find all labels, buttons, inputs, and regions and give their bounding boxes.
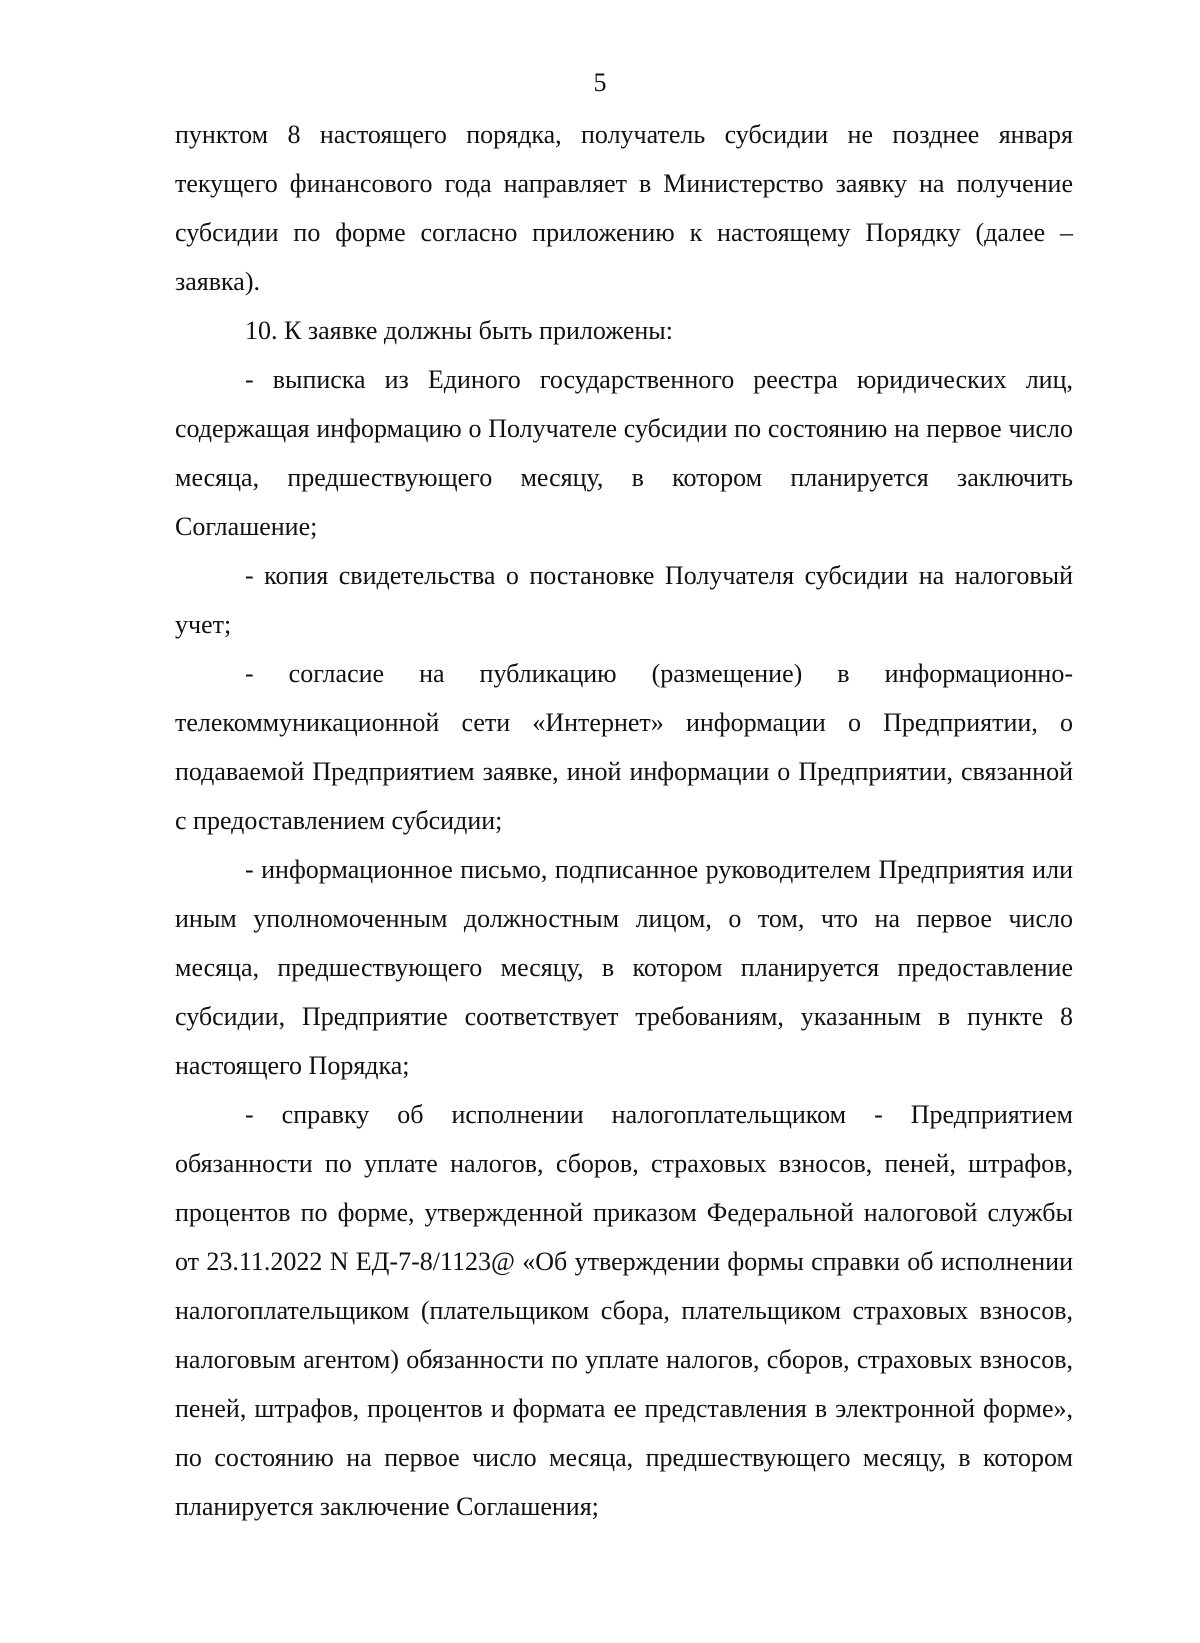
- list-item-registry-extract: - выписка из Единого государственного реестра юридических лиц, содержащая информацию о Получателе субсидии по состоянию на первое число месяца, предшествующего месяцу, в котором планируется заключить Соглашение;: [175, 365, 1073, 541]
- paragraph-item-10-heading: 10. К заявке должны быть приложены:: [245, 316, 673, 345]
- list-item-tax-registration-copy: - копия свидетельства о постановке Получателя субсидии на налоговый учет;: [175, 561, 1073, 639]
- list-item-information-letter: - информационное письмо, подписанное руководителем Предприятия или иным уполномоченным должностным лицом, о том, что на первое число месяца, предшествующего месяцу, в котором планируется предоставление субсидии, Предприятие соответствует требованиям, указанным в пункте 8 настоящего Порядка;: [175, 855, 1073, 1080]
- list-item-tax-certificate: - справку об исполнении налогоплательщиком - Предприятием обязанности по уплате налогов, сборов, страховых взносов, пеней, штрафов, процентов по форме, утвержденной приказом Федеральной налоговой службы от 23.11.2022 N ЕД-7-8/1123@ «Об утверждении формы справки об исполнении налогоплательщиком (плательщиком сбора, плательщиком страховых взносов, налоговым агентом) обязанности по уплате налогов, сборов, страховых взносов, пеней, штрафов, процентов и формата ее представления в электронной форме», по состоянию на первое число месяца, предшествующего месяцу, в котором планируется заключение Соглашения;: [175, 1100, 1073, 1521]
- paragraph-application-submission: пунктом 8 настоящего порядка, получатель субсидии не позднее января текущего финансового года направляет в Министерство заявку на получение субсидии по форме согласно приложению к настоящему Порядку (далее – заявка).: [175, 120, 1073, 296]
- list-item-publication-consent: - согласие на публикацию (размещение) в информационно-телекоммуникационной сети «Интернет» информации о Предприятии, о подаваемой Предприятием заявке, иной информации о Предприятии, связанной с предоставлением субсидии;: [175, 659, 1073, 835]
- document-body: [175, 110, 1073, 1531]
- page-number: 5: [593, 68, 607, 97]
